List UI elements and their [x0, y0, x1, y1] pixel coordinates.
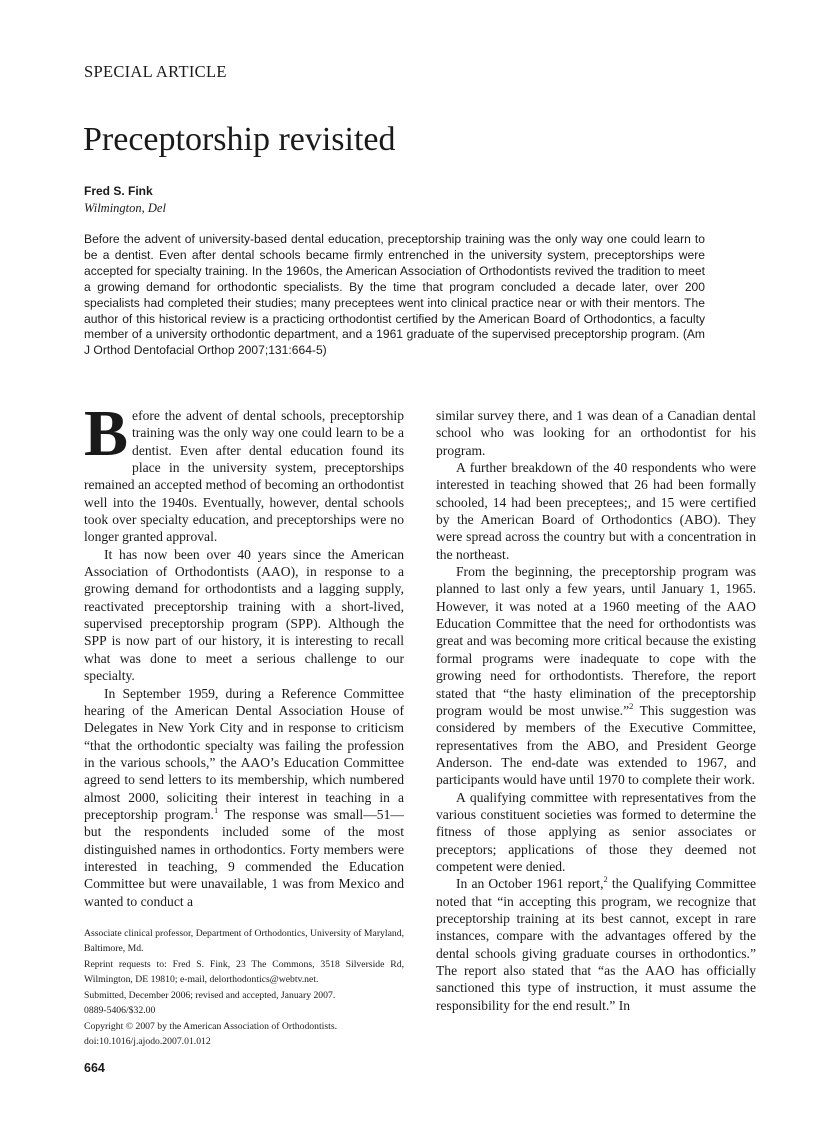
- footnote-reprint: Reprint requests to: Fred S. Fink, 23 The Commons, 3518 Silverside Rd, Wilmington, DE 19810; e-mail, delorthodontics@webtv.net.: [84, 958, 404, 986]
- footnote-submitted: Submitted, December 2006; revised and accepted, January 2007.: [84, 989, 336, 1001]
- section-label: SPECIAL ARTICLE: [84, 62, 227, 81]
- paragraph-text: In September 1959, during a Reference Committee hearing of the American Dental Association House of Delegates in New York City and in response to criticism “that the orthodontic specialty was failing the profession in the various schools,” the AAO’s Education Committee agreed to send letters to its membership, which numbered almost 2000, soliciting their interest in teaching in a preceptorship program.: [84, 685, 404, 822]
- paragraph-text: the Qualifying Committee noted that “in accepting this program, we recognize that preceptorship training at its best cannot, except in rare instances, compare with the advantages offered by the dental schools giving graduate courses in orthodontics.” The report also stated that “as the AAO has officially sanctioned this type of instruction, it must assume the responsibility for the end result.” In: [436, 876, 756, 1013]
- author-name: Fred S. Fink: [84, 184, 153, 198]
- citation-superscript: 2: [603, 874, 608, 885]
- author-affiliation: Wilmington, Del: [84, 201, 166, 215]
- citation-superscript: 2: [629, 700, 634, 711]
- body-paragraph: [436, 407, 756, 459]
- citation-superscript: 1: [213, 804, 219, 815]
- body-paragraph: [84, 546, 404, 685]
- paragraph-text: similar survey there, and 1 was dean of a Canadian dental school who was looking for an orthodontist for his program.: [436, 408, 756, 458]
- paragraph-text: In an October 1961 report,: [456, 876, 604, 892]
- body-paragraph: [84, 685, 404, 910]
- body-paragraph: [436, 563, 756, 788]
- paragraph-text: A further breakdown of the 40 respondents who were interested in teaching showed that 26 had been formally schooled, 14 had been preceptees;, and 15 were certified by the American Board of Orthodontics (ABO). They were spread across the country but with a concentration in the northeast.: [436, 460, 756, 562]
- footnotes: [84, 910, 404, 1050]
- drop-cap: B: [84, 397, 129, 470]
- page-number: 664: [84, 1060, 105, 1075]
- paragraph-text: The response was small—51—but the respondents included some of the most distinguished names in orthodontics. Forty members were interested in teaching, 9 commended the Education Committee but were unavailable, 1 was from Mexico and wanted to conduct a: [84, 806, 404, 909]
- paragraph-text: efore the advent of dental schools, preceptorship training was the only way one could learn to be a dentist. Even after dental education found its place in the university system, preceptorships remained an accepted method of becoming an orthodontist well into the 1940s. Eventually, however, dental schools took over specialty education, and preceptorships were no longer granted approval.: [84, 408, 404, 545]
- article-title: Preceptorship revisited: [83, 121, 396, 158]
- abstract: Before the advent of university-based dental education, preceptorship training was the only way one could learn to be a dentist. Even after dental schools became firmly entrenched in the university system, preceptorships were accepted for specialty training. In the 1960s, the American Association of Orthodontists revived the tradition to meet a growing demand for orthodontic specialists. By the time that program concluded a decade later, over 200 specialists had completed their studies; many preceptees went into clinical practice near or with their mentors. The author of this historical review is a practicing orthodontist certified by the American Board of Orthodontics, a faculty member of a university orthodontic department, and a 1961 graduate of the supervised preceptorship program. (Am J Orthod Dentofacial Orthop 2007;131:664-5): [84, 232, 705, 358]
- paragraph-text: From the beginning, the preceptorship program was planned to last only a few years, until January 1, 1965. However, it was noted at a 1960 meeting of the AAO Education Committee that the need for orthodontists was great and was becoming more critical because the existing formal programs were inadequate to cope with the growing need for orthodontists. Therefore, the report stated that “the hasty elimination of the preceptorship program would be most unwise.”: [436, 564, 756, 718]
- paragraph-text: This suggestion was considered by members of the Executive Committee, representatives from the ABO, and President George Anderson. The end-date was extended to 1967, and participants would have until 1970 to complete their work.: [436, 702, 756, 788]
- body-paragraph: [436, 459, 756, 563]
- body-paragraph: [84, 397, 404, 546]
- paragraph-text: A qualifying committee with representatives from the various constituent societies was formed to determine the fitness of those applying as senior associates or preceptors; applications of those they deemed not competent were denied.: [436, 789, 756, 874]
- body-paragraph: [436, 875, 756, 1014]
- footnote-affiliation: Associate clinical professor, Department of Orthodontics, University of Maryland, Baltimore, Md.: [84, 927, 404, 955]
- footnote-doi: doi:10.1016/j.ajodo.2007.01.012: [84, 1036, 211, 1048]
- paragraph-text: It has now been over 40 years since the American Association of Orthodontists (AAO), in response to a growing demand for orthodontists and a lagging supply, reactivated preceptorship training with a short-lived, supervised preceptorship program (SPP). Although the SPP is now part of our history, it is interesting to recall what was done to meet a serious challenge to our specialty.: [84, 546, 404, 684]
- footnote-copyright: Copyright © 2007 by the American Association of Orthodontists.: [84, 1020, 338, 1032]
- body-column-right: [436, 407, 756, 1014]
- body-column-left: [84, 397, 404, 910]
- footnote-issn: 0889-5406/$32.00: [84, 1005, 156, 1017]
- left-column-area: [84, 397, 404, 1076]
- body-paragraph: [436, 789, 756, 876]
